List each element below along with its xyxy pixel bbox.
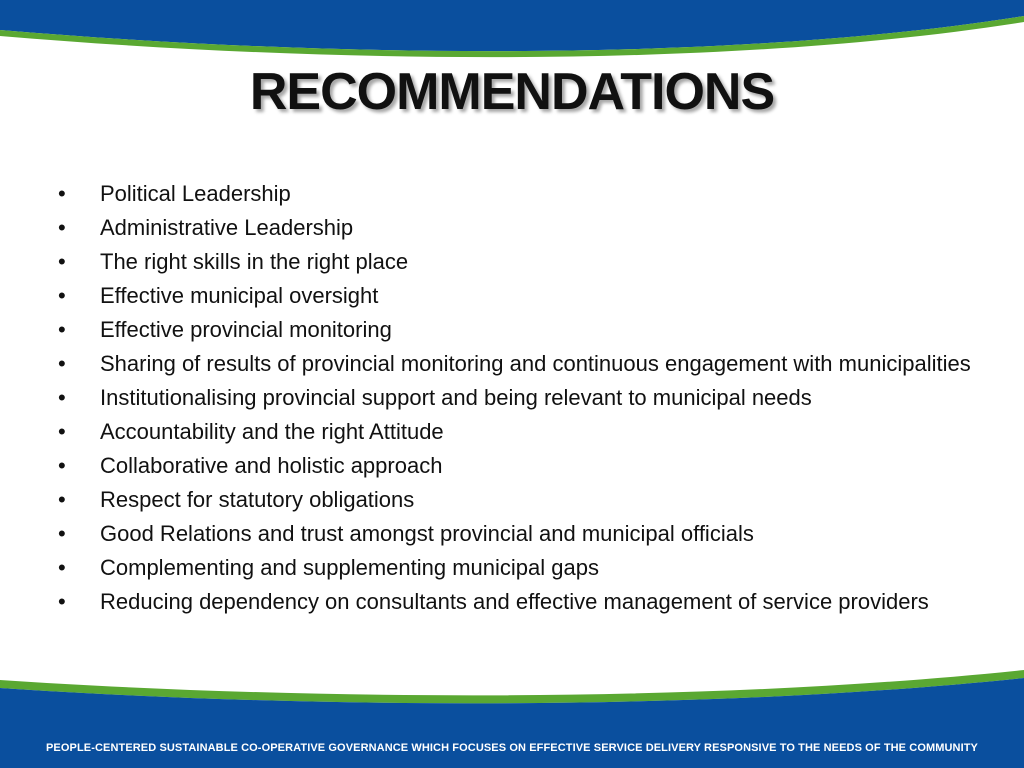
list-item-text: Collaborative and holistic approach <box>100 453 443 478</box>
list-item-text: Effective municipal oversight <box>100 283 379 308</box>
list-item <box>58 588 978 615</box>
list-item <box>58 350 978 377</box>
list-item <box>58 452 978 479</box>
bullet-icon: • <box>58 283 66 308</box>
bullet-icon: • <box>58 487 66 512</box>
list-item <box>58 384 978 411</box>
list-item-text: Effective provincial monitoring <box>100 317 392 342</box>
list-item <box>58 180 978 207</box>
list-item-text: Accountability and the right Attitude <box>100 419 444 444</box>
list-item <box>58 554 978 581</box>
list-item <box>58 486 978 513</box>
bullet-icon: • <box>58 215 66 240</box>
bullet-icon: • <box>58 419 66 444</box>
list-item-text: Respect for statutory obligations <box>100 487 415 512</box>
list-item <box>58 282 978 309</box>
list-item-text: Complementing and supplementing municipal gaps <box>100 555 599 580</box>
bullet-icon: • <box>58 589 66 614</box>
bullet-icon: • <box>58 181 66 206</box>
bullet-icon: • <box>58 521 66 546</box>
list-item <box>58 418 978 445</box>
bullet-icon: • <box>58 453 66 478</box>
recommendations-list <box>58 180 978 622</box>
list-item-text: Reducing dependency on consultants and effective management of service providers <box>100 589 929 614</box>
list-item-text: Institutionalising provincial support and being relevant to municipal needs <box>100 385 812 410</box>
bullet-icon: • <box>58 249 66 274</box>
bullet-icon: • <box>58 317 66 342</box>
list-item-text: Administrative Leadership <box>100 215 354 240</box>
list-item-text: Political Leadership <box>100 181 291 206</box>
bullet-icon: • <box>58 351 66 376</box>
bullet-icon: • <box>58 385 66 410</box>
list-item <box>58 520 978 547</box>
list-item <box>58 316 978 343</box>
footer-tagline: PEOPLE-CENTERED SUSTAINABLE CO-OPERATIVE GOVERNANCE WHICH FOCUSES ON EFFECTIVE SERVICE DELIVERY RESPONSIVE TO THE NEEDS OF THE COMMUNITY <box>46 742 978 754</box>
slide-title: RECOMMENDATIONS <box>249 63 775 121</box>
list-item-text: Good Relations and trust amongst provincial and municipal officials <box>100 521 754 546</box>
list-item-text: The right skills in the right place <box>100 249 409 274</box>
bullet-icon: • <box>58 555 66 580</box>
list-item-text: Sharing of results of provincial monitoring and continuous engagement with municipalities <box>100 351 971 376</box>
list-item <box>58 248 978 275</box>
list-item <box>58 214 978 241</box>
